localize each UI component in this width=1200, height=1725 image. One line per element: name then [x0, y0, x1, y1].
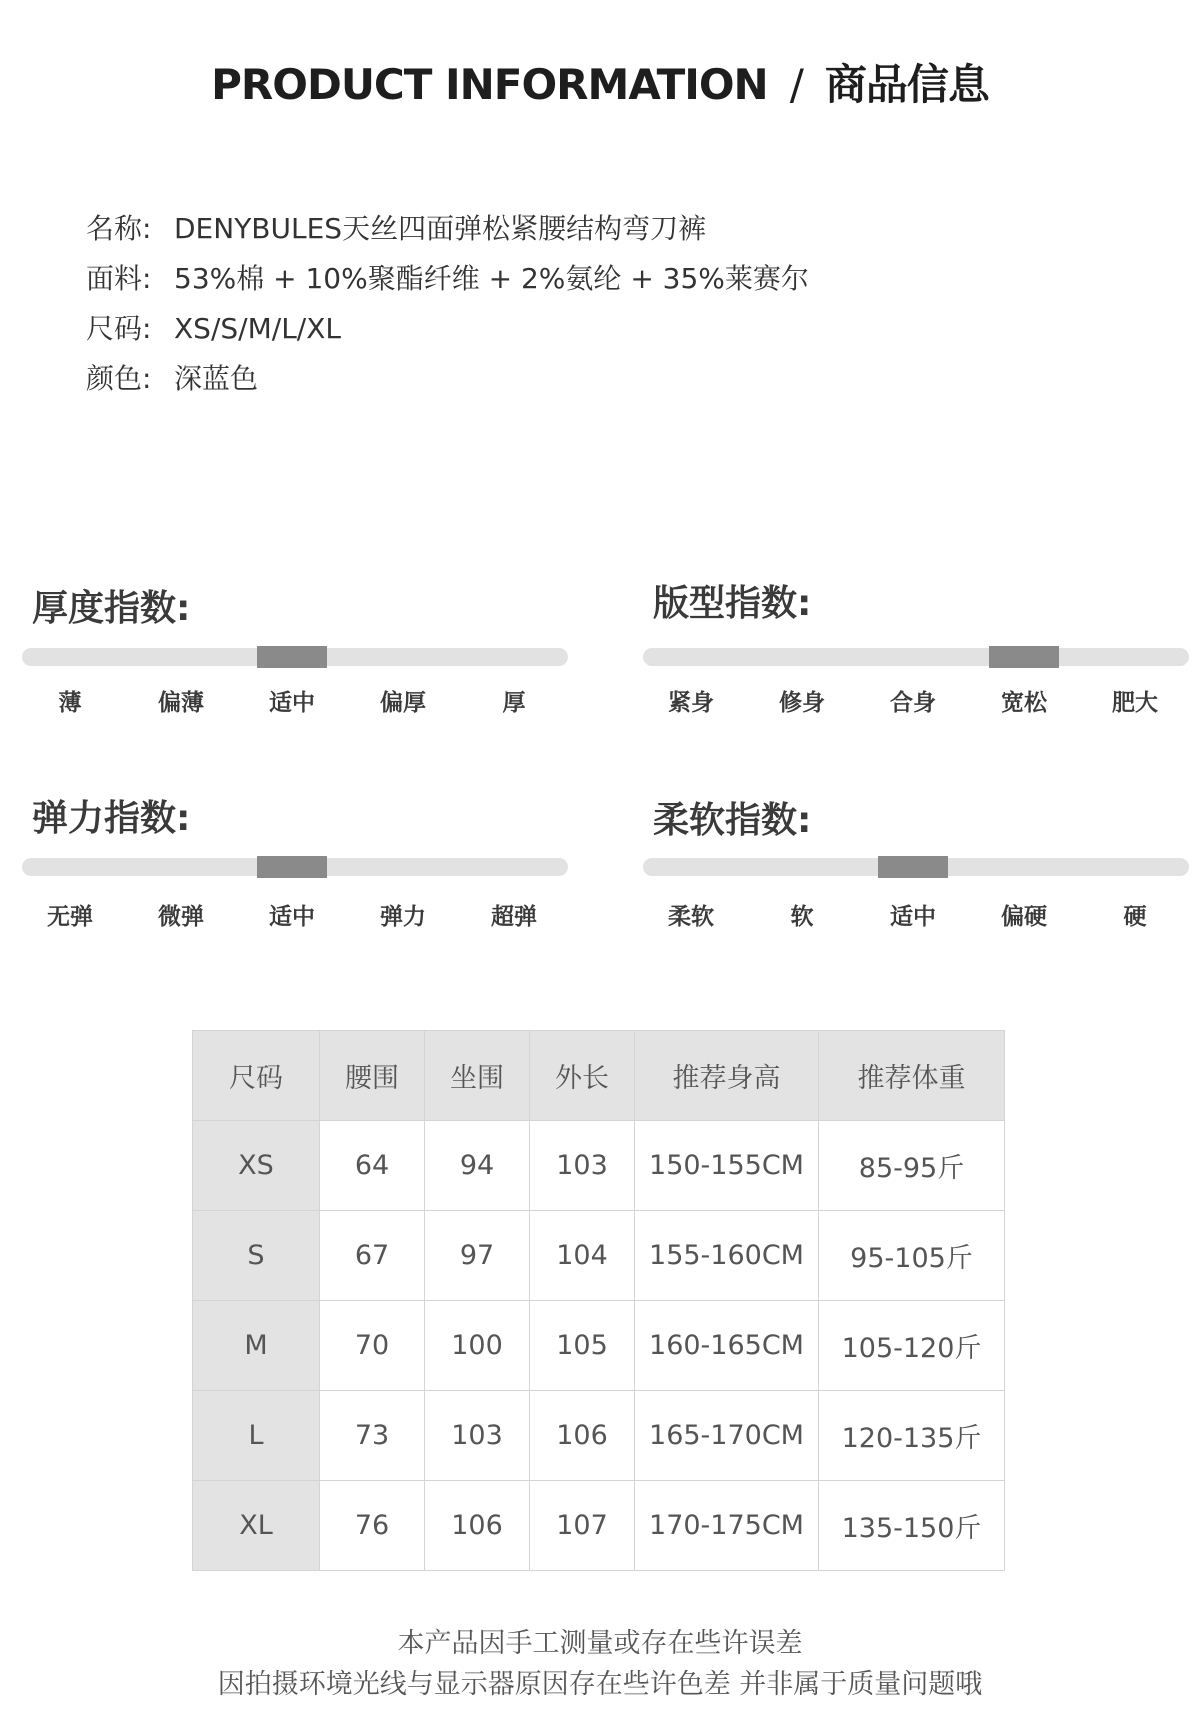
table-cell: 150-155CM — [635, 1121, 819, 1211]
index-option: 适中 — [890, 904, 936, 930]
table-cell: 67 — [320, 1211, 425, 1301]
table-cell: 105 — [530, 1301, 635, 1391]
info-row-color — [86, 354, 809, 404]
index-option: 宽松 — [1001, 690, 1047, 716]
index-option: 厚 — [502, 690, 526, 716]
table-cell: 106 — [425, 1481, 530, 1571]
info-value: 深蓝色 — [174, 362, 259, 395]
table-cell: 73 — [320, 1391, 425, 1481]
table-cell: 165-170CM — [635, 1391, 819, 1481]
info-row-size — [86, 304, 809, 354]
table-cell: 94 — [425, 1121, 530, 1211]
index-track — [22, 858, 568, 876]
table-cell-size: XL — [193, 1481, 320, 1571]
table-cell: 135-150斤 — [819, 1481, 1005, 1571]
table-cell: 76 — [320, 1481, 425, 1571]
table-row — [193, 1481, 1005, 1571]
table-header-cell: 推荐体重 — [819, 1031, 1005, 1121]
disclaimer-line: 本产品因手工测量或存在些许误差 — [397, 1628, 803, 1659]
index-marker — [257, 856, 327, 878]
table-cell: 170-175CM — [635, 1481, 819, 1571]
table-header-cell: 腰围 — [320, 1031, 425, 1121]
index-marker — [878, 856, 948, 878]
table-row — [193, 1301, 1005, 1391]
table-cell: 103 — [530, 1121, 635, 1211]
index-option: 偏薄 — [158, 690, 204, 716]
index-ticks — [643, 898, 1189, 938]
table-cell: 70 — [320, 1301, 425, 1391]
info-value: 53%棉 + 10%聚酯纤维 + 2%氨纶 + 35%莱赛尔 — [174, 262, 809, 295]
index-option: 修身 — [779, 690, 825, 716]
table-cell: 85-95斤 — [819, 1121, 1005, 1211]
info-label: 名称: — [86, 212, 152, 245]
table-cell-size: M — [193, 1301, 320, 1391]
index-option: 柔软 — [668, 904, 714, 930]
info-value: XS/S/M/L/XL — [174, 312, 342, 345]
table-cell: 103 — [425, 1391, 530, 1481]
title-separator: / — [789, 60, 803, 109]
title-cn: 商品信息 — [824, 60, 989, 109]
table-row — [193, 1121, 1005, 1211]
index-ticks — [22, 684, 568, 724]
info-label: 面料: — [86, 262, 152, 295]
index-title: 厚度指数: — [32, 588, 191, 629]
info-label: 颜色: — [86, 362, 152, 395]
table-cell: 160-165CM — [635, 1301, 819, 1391]
page-title — [0, 52, 1200, 112]
info-value: DENYBULES天丝四面弹松紧腰结构弯刀裤 — [174, 212, 707, 245]
table-cell: 107 — [530, 1481, 635, 1571]
table-cell-size: L — [193, 1391, 320, 1481]
index-option: 紧身 — [668, 690, 714, 716]
index-title: 柔软指数: — [653, 800, 812, 841]
index-ticks — [22, 898, 568, 938]
title-en: PRODUCT INFORMATION — [211, 60, 768, 109]
index-option: 弹力 — [380, 904, 426, 930]
disclaimer-line: 因拍摄环境光线与显示器原因存在些许色差 并非属于质量问题哦 — [217, 1669, 983, 1700]
info-row-fabric — [86, 254, 809, 304]
table-header-cell: 推荐身高 — [635, 1031, 819, 1121]
index-title: 版型指数: — [653, 583, 812, 624]
table-cell: 97 — [425, 1211, 530, 1301]
table-cell: 64 — [320, 1121, 425, 1211]
table-header-cell: 尺码 — [193, 1031, 320, 1121]
index-title: 弹力指数: — [32, 798, 191, 839]
index-track — [22, 648, 568, 666]
table-row — [193, 1211, 1005, 1301]
index-option: 超弹 — [491, 904, 537, 930]
index-option: 偏硬 — [1001, 904, 1047, 930]
table-row — [193, 1391, 1005, 1481]
table-cell: 105-120斤 — [819, 1301, 1005, 1391]
table-cell: 120-135斤 — [819, 1391, 1005, 1481]
index-option: 硬 — [1123, 904, 1147, 930]
index-option: 适中 — [269, 904, 315, 930]
index-option: 微弹 — [158, 904, 204, 930]
table-header-row — [193, 1031, 1005, 1121]
index-option: 适中 — [269, 690, 315, 716]
table-cell-size: XS — [193, 1121, 320, 1211]
product-info — [86, 204, 809, 404]
table-cell: 95-105斤 — [819, 1211, 1005, 1301]
size-table — [192, 1030, 1005, 1571]
index-option: 薄 — [58, 690, 82, 716]
table-cell: 155-160CM — [635, 1211, 819, 1301]
index-option: 软 — [790, 904, 814, 930]
table-cell-size: S — [193, 1211, 320, 1301]
table-cell: 106 — [530, 1391, 635, 1481]
table-header-cell: 外长 — [530, 1031, 635, 1121]
index-marker — [989, 646, 1059, 668]
table-header-cell: 坐围 — [425, 1031, 530, 1121]
index-option: 肥大 — [1112, 690, 1158, 716]
index-option: 合身 — [890, 690, 936, 716]
table-cell: 104 — [530, 1211, 635, 1301]
index-marker — [257, 646, 327, 668]
disclaimer — [0, 1623, 1200, 1705]
table-cell: 100 — [425, 1301, 530, 1391]
index-ticks — [643, 684, 1189, 724]
index-track — [643, 858, 1189, 876]
info-label: 尺码: — [86, 312, 152, 345]
index-option: 无弹 — [47, 904, 93, 930]
info-row-name — [86, 204, 809, 254]
index-track — [643, 648, 1189, 666]
index-option: 偏厚 — [380, 690, 426, 716]
